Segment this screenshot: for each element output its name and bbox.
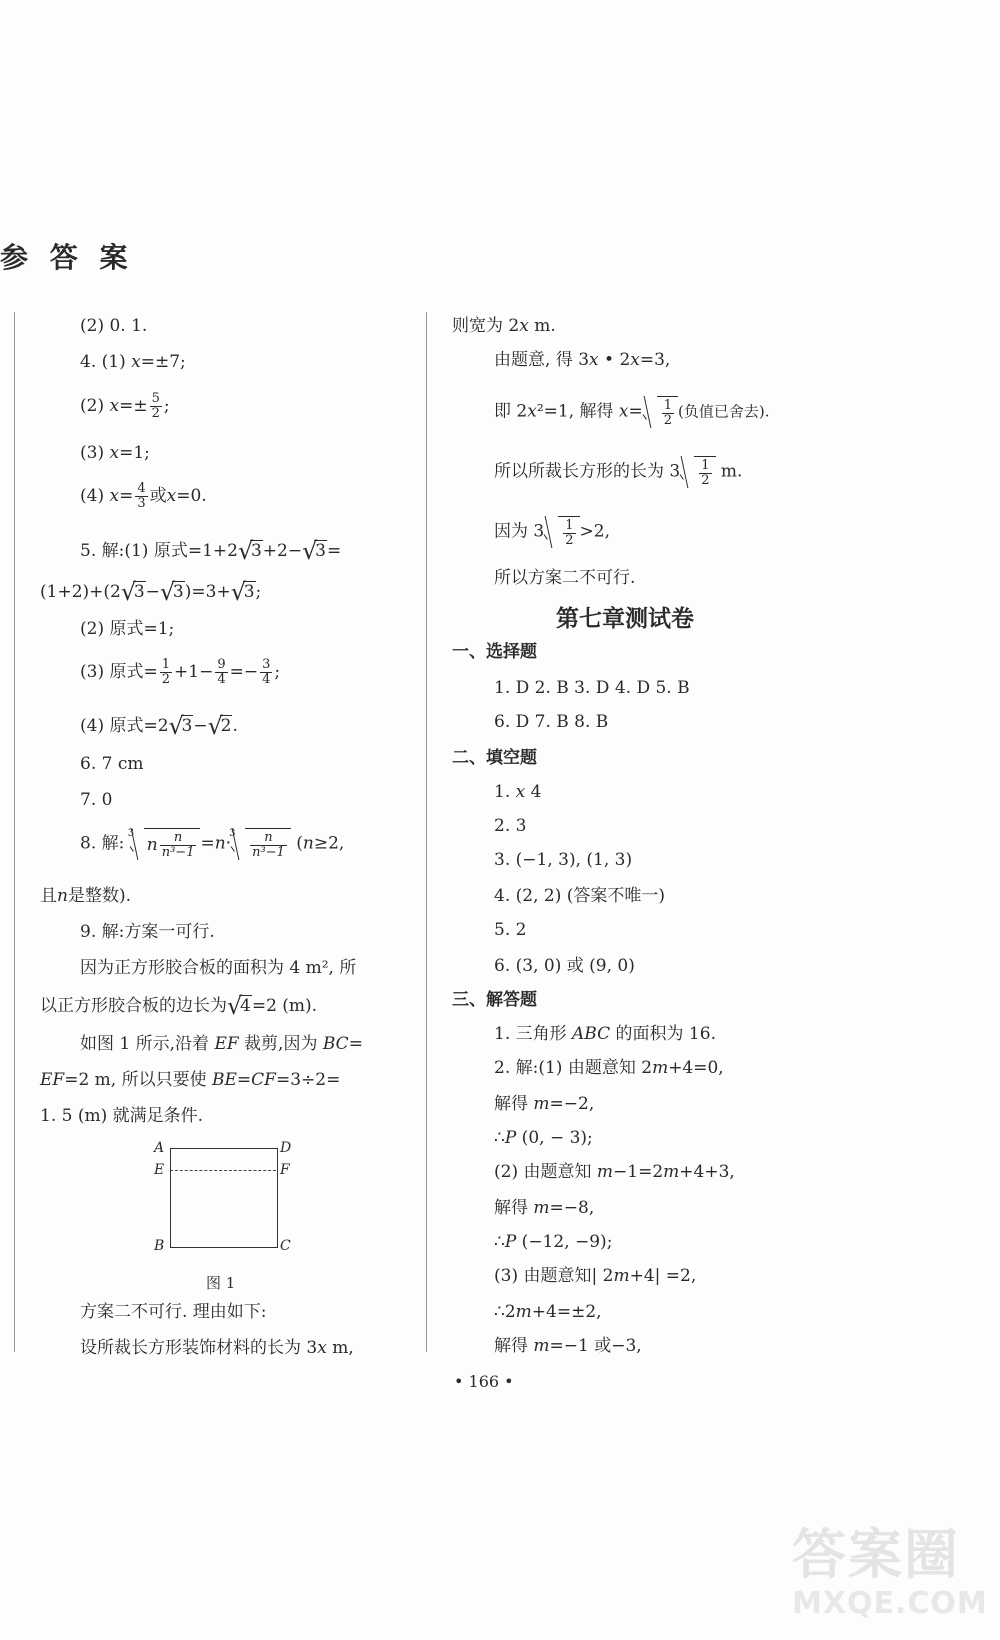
watermark-url: MXQE.COM bbox=[792, 1586, 988, 1621]
answer-line: 2. 3 bbox=[494, 816, 527, 836]
answer-line: 1. x 4 bbox=[494, 782, 542, 802]
label-d: D bbox=[280, 1140, 292, 1156]
answer-line: ∴2m+4=±2, bbox=[494, 1302, 602, 1322]
answer-line: 解得 m=−1 或−3, bbox=[494, 1336, 642, 1356]
answer-line: 5. 解:(1) 原式=1+2√ 3+2−√ 3= bbox=[80, 539, 341, 563]
answer-line: 如图 1 所示,沿着 EF 裁剪,因为 BC= bbox=[80, 1034, 363, 1054]
answer-line: (4) 原式=2√ 3−√ 2. bbox=[80, 714, 238, 738]
answer-line: 6. (3, 0) 或 (9, 0) bbox=[494, 956, 635, 976]
answer-line: 所以方案二不可行. bbox=[494, 568, 636, 588]
answer-line: (3) 原式= $\frac{1}{2}$ +1− $\frac{9}{4}$ =− $\frac{3}{4}$ ; bbox=[80, 657, 281, 687]
label-b: B bbox=[154, 1238, 165, 1254]
label-e: E bbox=[154, 1162, 165, 1178]
answer-line: ∴P (0, − 3); bbox=[494, 1128, 593, 1148]
label-c: C bbox=[280, 1238, 291, 1254]
figure-caption: 图 1 bbox=[206, 1274, 236, 1292]
answer-line: (2) 0. 1. bbox=[80, 316, 148, 336]
watermark-logo: 答案圈 bbox=[792, 1523, 960, 1586]
answer-line: 4. (1) x=±7; bbox=[80, 352, 186, 372]
answer-line: (1+2)+(2√ 3−√ 3)=3+√ 3; bbox=[40, 580, 261, 604]
section-heading: 一、选择题 bbox=[452, 642, 537, 662]
answer-line: 1. 三角形 ABC 的面积为 16. bbox=[494, 1024, 716, 1044]
answer-line: (2) 由题意知 m−1=2m+4+3, bbox=[494, 1162, 735, 1182]
answer-line: 3. (−1, 3), (1, 3) bbox=[494, 850, 633, 870]
answer-line: (2) 原式=1; bbox=[80, 619, 175, 639]
answer-line: 1. 5 (m) 就满足条件. bbox=[40, 1106, 204, 1126]
answer-line: 解得 m=−2, bbox=[494, 1094, 595, 1114]
answer-line: (4) x= $\frac{4}{3}$ 或x=0. bbox=[80, 481, 207, 511]
section-heading: 二、填空题 bbox=[452, 748, 537, 768]
left-margin-rule bbox=[14, 312, 15, 1352]
answer-line: EF=2 m, 所以只要使 BE=CF=3÷2= bbox=[40, 1070, 341, 1090]
answer-line: 因为正方形胶合板的面积为 4 m², 所 bbox=[80, 958, 357, 978]
answer-line: 7. 0 bbox=[80, 790, 113, 810]
answer-line: 8. 解: 3 n $\frac{n}{\text{n³−1}}$ =n· 3 $\frac{n}{\text{n³−1}}$ (n≥2, bbox=[80, 828, 345, 860]
answer-line: 解得 m=−8, bbox=[494, 1198, 595, 1218]
answer-line: 即 2x²=1, 解得 x= $\frac{1}{2}$ (负值已舍去). bbox=[494, 398, 770, 428]
answer-line: 1. D 2. B 3. D 4. D 5. B bbox=[494, 678, 690, 698]
answer-line: (3) 由题意知| 2m+4| =2, bbox=[494, 1266, 697, 1286]
answer-line: 9. 解:方案一可行. bbox=[80, 922, 215, 942]
answer-line: 由题意, 得 3x • 2x=3, bbox=[494, 350, 671, 370]
answer-line: 方案二不可行. 理由如下: bbox=[80, 1302, 267, 1322]
column-divider bbox=[426, 312, 427, 1352]
answer-line: 则宽为 2x m. bbox=[452, 316, 556, 336]
answer-line: (3) x=1; bbox=[80, 443, 150, 463]
label-a: A bbox=[154, 1140, 165, 1156]
answer-line: 以正方形胶合板的边长为√ 4=2 (m). bbox=[40, 994, 317, 1018]
answer-line: 6. 7 cm bbox=[80, 754, 144, 774]
answer-line: 2. 解:(1) 由题意知 2m+4=0, bbox=[494, 1058, 724, 1078]
answer-line: 因为 3 $\frac{1}{2}$ >2, bbox=[494, 518, 610, 548]
label-f: F bbox=[280, 1162, 290, 1178]
answer-line: ∴P (−12, −9); bbox=[494, 1232, 613, 1252]
square-outline bbox=[170, 1148, 278, 1248]
section-heading: 三、解答题 bbox=[452, 990, 537, 1010]
answer-line: (2) x=± $\frac{5}{2}$ ; bbox=[80, 391, 170, 421]
answer-line: 6. D 7. B 8. B bbox=[494, 712, 609, 732]
page-title: 参 答 案 bbox=[0, 241, 134, 274]
cut-line-ef bbox=[170, 1170, 276, 1171]
answer-line: 设所裁长方形装饰材料的长为 3x m, bbox=[80, 1338, 354, 1358]
answer-line: 所以所裁长方形的长为 3 $\frac{1}{2}$ m. bbox=[494, 458, 743, 488]
chapter-title: 第七章测试卷 bbox=[556, 606, 694, 632]
answer-line: 4. (2, 2) (答案不唯一) bbox=[494, 886, 665, 906]
page-number: • 166 • bbox=[454, 1372, 514, 1391]
answer-line: 且n是整数). bbox=[40, 886, 131, 906]
answer-line: 5. 2 bbox=[494, 920, 527, 940]
